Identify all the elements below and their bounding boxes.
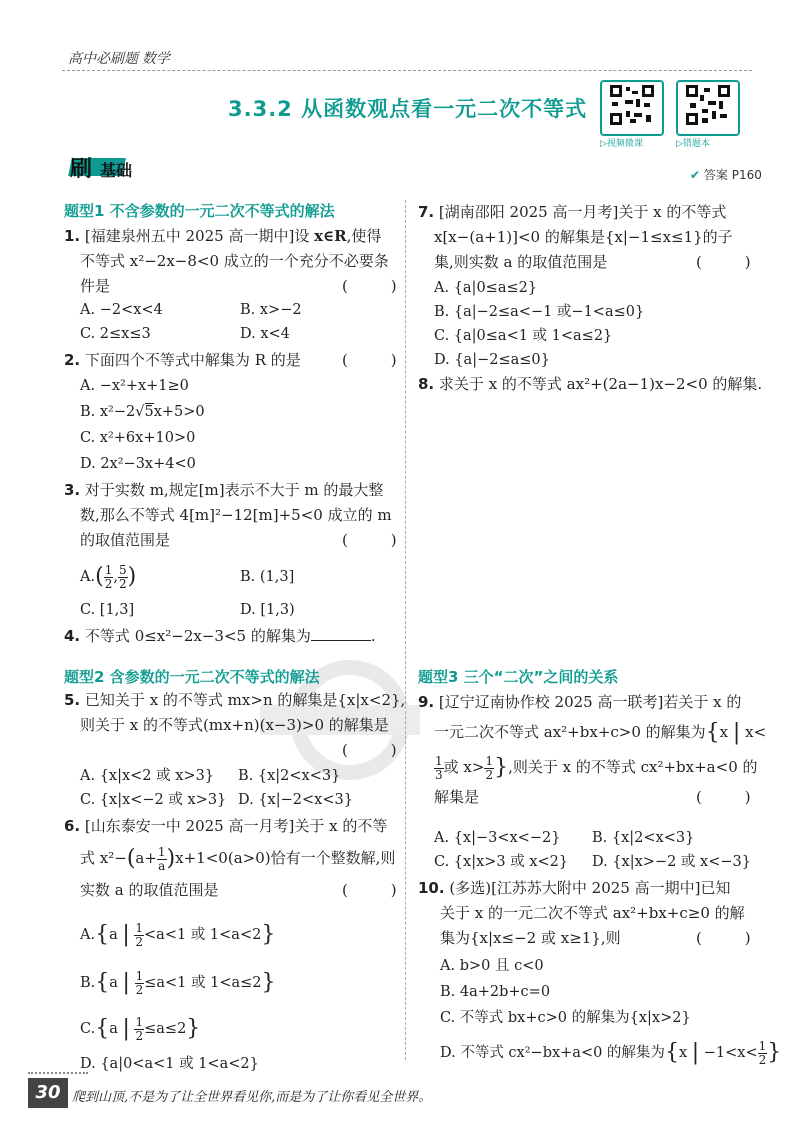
question-4: 4. 不等式 0≤x²−2x−3<5 的解集为 . — [64, 627, 376, 645]
q5-option-d: D. {x|−2<x<3} — [238, 792, 353, 808]
answer-paren: ( ) — [696, 929, 751, 947]
q2-option-a: A. −x²+x+1≥0 — [80, 378, 189, 394]
q7-option-a: A. {a|0≤a≤2} — [434, 280, 538, 296]
section-heading-2: 题型2 含参数的一元二次不等式的解法 — [64, 668, 320, 686]
question-5: 5. 已知关于 x 的不等式 mx>n 的解集是{x|x<2}, 则关于 x 的不等式(mx+n)(x−3)>0 的解集是 ( ) — [64, 688, 399, 763]
q1-option-d: D. x<4 — [240, 326, 290, 342]
book-header: 高中必刷题 数学 — [68, 50, 170, 66]
q2-option-b: B. x²−2√5x+5>0 — [80, 404, 205, 420]
answer-paren: ( ) — [342, 741, 397, 759]
question-2: 2. 下面四个不等式中解集为 R 的是 — [64, 351, 301, 369]
q7-option-c: C. {a|0≤a<1 或 1<a≤2} — [434, 328, 613, 344]
q10-option-a: A. b>0 且 c<0 — [440, 958, 544, 974]
q5-option-c: C. {x|x<−2 或 x>3} — [80, 792, 227, 808]
answer-paren: ( ) — [696, 253, 751, 271]
header-rule — [62, 70, 752, 71]
section-heading-3: 题型3 三个“二次”之间的关系 — [418, 668, 619, 686]
q9-option-c: C. {x|x>3 或 x<2} — [434, 854, 569, 870]
qr-video[interactable] — [600, 80, 664, 149]
q3-option-a: A.( $\frac{1}{2}$ , $\frac{5}{2}$ ) — [80, 562, 137, 591]
question-9: 9. [辽宁辽南协作校 2025 高一联考]若关于 x 的 一元二次不等式 ax²+bx+c>0 的解集为{x | x< $\frac{1}{3}$ 或 x> $\frac{1}{2}$ },则关于 x 的不等式 cx²+bx+a<0 的 解集是 ( ) — [418, 690, 758, 810]
q10-option-d: D. 不等式 cx²−bx+a<0 的解集为{x | −1<x< $\frac{1}{2}$ } — [440, 1038, 782, 1067]
section-badge-label: 基础 — [100, 161, 133, 180]
question-1: 1. [福建泉州五中 2025 高一期中]设 x∈R,使得 不等式 x²−2x−8<0 成立的一个充分不必要条 件是 ( ) — [64, 224, 399, 299]
footer-dots — [28, 1072, 88, 1074]
q2-option-d: D. 2x²−3x+4<0 — [80, 456, 196, 472]
question-8: 8. 求关于 x 的不等式 ax²+(2a−1)x−2<0 的解集. — [418, 375, 763, 393]
q9-option-d: D. {x|x>−2 或 x<−3} — [592, 854, 751, 870]
qr-wrongbook[interactable] — [676, 80, 740, 149]
answer-ref-text: 答案 P160 — [703, 168, 762, 182]
answer-paren: ( ) — [342, 881, 397, 899]
qr-code-icon — [676, 80, 740, 136]
question-10: 10. (多选)[江苏苏大附中 2025 高一期中]已知 关于 x 的一元二次不等式 ax²+bx+c≥0 的解 集为{x|x≤−2 或 x≥1},则 ( ) — [418, 876, 758, 951]
q2-option-c: C. x²+6x+10>0 — [80, 430, 196, 446]
q1-option-b: B. x>−2 — [240, 302, 302, 318]
question-7: 7. [湖南邵阳 2025 高一月考]关于 x 的不等式 x[x−(a+1)]<0 的解集是{x|−1≤x≤1}的子 集,则实数 a 的取值范围是 ( ) — [418, 200, 758, 275]
q3-option-c: C. [1,3] — [80, 602, 135, 618]
q9-option-a: A. {x|−3<x<−2} — [434, 830, 561, 846]
q3-option-b: B. (1,3] — [240, 569, 295, 585]
section-title: 3.3.2 从函数观点看一元二次不等式 — [228, 97, 588, 121]
column-divider — [405, 200, 406, 1060]
q6-option-a: A.{a | $\frac{1}{2}$ <a<1 或 1<a<2} — [80, 920, 276, 949]
q6-option-b: B.{a | $\frac{1}{2}$ ≤a<1 或 1<a≤2} — [80, 968, 276, 997]
answer-paren: ( ) — [342, 531, 397, 549]
q3-option-d: D. [1,3) — [240, 602, 295, 618]
fill-blank[interactable] — [311, 626, 371, 641]
answer-paren: ( ) — [342, 277, 397, 295]
q5-option-a: A. {x|x<2 或 x>3} — [80, 768, 215, 784]
q6-option-d: D. {a|0<a<1 或 1<a<2} — [80, 1056, 259, 1072]
q7-option-b: B. {a|−2≤a<−1 或−1<a≤0} — [434, 304, 645, 320]
q6-option-c: C.{a | $\frac{1}{2}$ ≤a≤2} — [80, 1014, 201, 1043]
q5-option-b: B. {x|2<x<3} — [238, 768, 341, 784]
page-number: 30 — [28, 1078, 68, 1108]
section-heading-1: 题型1 不含参数的一元二次不等式的解法 — [64, 202, 335, 220]
q10-option-b: B. 4a+2b+c=0 — [440, 984, 551, 1000]
q9-option-b: B. {x|2<x<3} — [592, 830, 695, 846]
q1-option-c: C. 2≤x≤3 — [80, 326, 151, 342]
qr-wrongbook-label: ▷错题本 — [676, 139, 710, 149]
question-6: 6. [山东泰安一中 2025 高一月考]关于 x 的不等 式 x²−(a+ $\frac{1}{a}$ )x+1<0(a>0)恰有一个整数解,则 实数 a 的取值范围是 ( ) — [64, 814, 399, 903]
q7-option-d: D. {a|−2≤a≤0} — [434, 352, 550, 368]
check-icon: ✔ — [690, 168, 701, 182]
answer-paren: ( ) — [342, 351, 397, 369]
q10-option-c: C. 不等式 bx+c>0 的解集为{x|x>2} — [440, 1010, 691, 1026]
footer-motto: 爬到山顶,不是为了让全世界看见你,而是为了让你看见全世界。 — [72, 1090, 432, 1105]
question-3: 3. 对于实数 m,规定[m]表示不大于 m 的最大整 数,那么不等式 4[m]²−12[m]+5<0 成立的 m 的取值范围是 ( ) — [64, 478, 399, 553]
answer-paren: ( ) — [696, 788, 751, 806]
qr-code-icon — [600, 80, 664, 136]
shua-char: 刷 — [70, 157, 93, 182]
qr-video-label: ▷视频微课 — [600, 139, 643, 149]
answer-ref — [690, 166, 762, 183]
q1-option-a: A. −2<x<4 — [80, 302, 163, 318]
